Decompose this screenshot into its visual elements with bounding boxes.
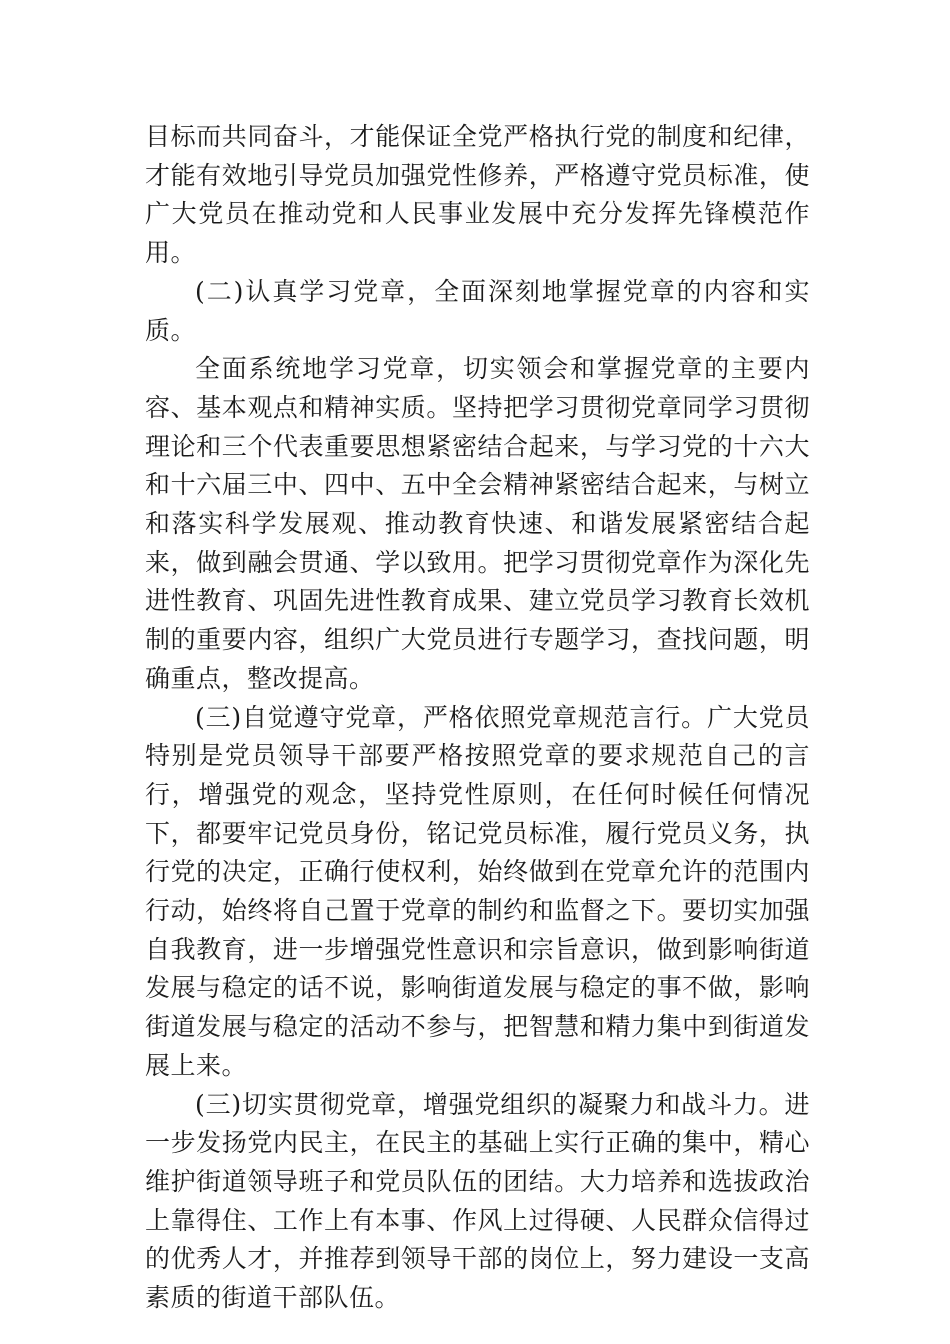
- section-paragraph-3b: (三)切实贯彻党章，增强党组织的凝聚力和战斗力。进一步发扬党内民主，在民主的基础上实行正确的集中，精心维护街道领导班子和党员队伍的团结。大力培养和选拔政治上靠得住、工作上有本事、作风上过得硬、人民群众信得过的优秀人才，并推荐到领导干部的岗位上，努力建设一支高素质的街道干部队伍。: [145, 1089, 810, 1313]
- section-paragraph-3a: (三)自觉遵守党章，严格依照党章规范言行。广大党员特别是党员领导干部要严格按照党章的要求规范自己的言行，增强党的观念，坚持党性原则，在任何时候任何情况下，都要牢记党员身份，铭记党员标准，履行党员义务，执行党的决定，正确行使权利，始终做到在党章允许的范围内行动，始终将自己置于党章的制约和监督之下。要切实加强自我教育，进一步增强党性意识和宗旨意识，做到影响街道发展与稳定的话不说，影响街道发展与稳定的事不做，影响街道发展与稳定的活动不参与，把智慧和精力集中到街道发展上来。: [145, 702, 810, 1080]
- paragraph-continuation: 目标而共同奋斗，才能保证全党严格执行党的制度和纪律，才能有效地引导党员加强党性修养，严格遵守党员标准，使广大党员在推动党和人民事业发展中充分发挥先锋模范作用。: [145, 122, 810, 268]
- document-body: [145, 118, 810, 1318]
- section-heading-2: (二)认真学习党章，全面深刻地掌握党章的内容和实质。: [145, 276, 810, 345]
- paragraph-study-content: 全面系统地学习党章，切实领会和掌握党章的主要内容、基本观点和精神实质。坚持把学习贯彻党章同学习贯彻理论和三个代表重要思想紧密结合起来，与学习党的十六大和十六届三中、四中、五中全会精神紧密结合起来，与树立和落实科学发展观、推动教育快速、和谐发展紧密结合起来，做到融会贯通、学以致用。把学习贯彻党章作为深化先进性教育、巩固先进性教育成果、建立党员学习教育长效机制的重要内容，组织广大党员进行专题学习，查找问题，明确重点，整改提高。: [145, 354, 810, 693]
